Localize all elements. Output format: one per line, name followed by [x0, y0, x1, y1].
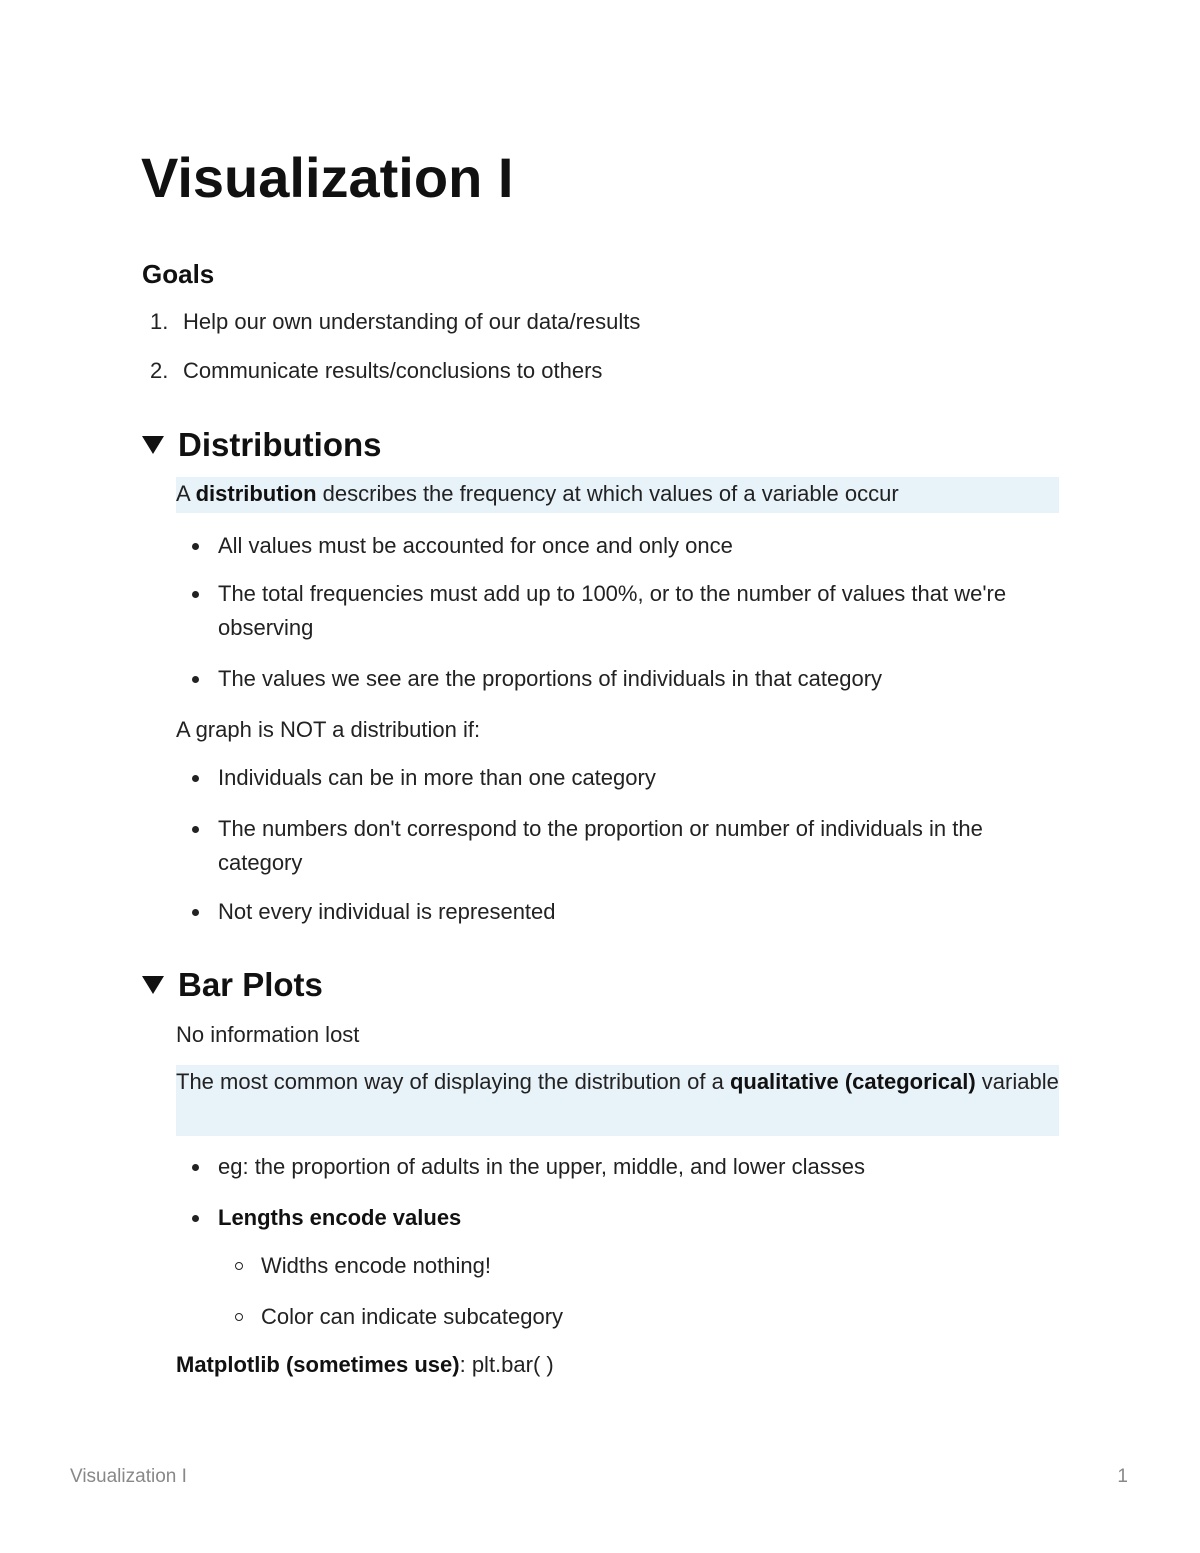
list-item [150, 307, 640, 337]
list-item: The values we see are the proportions of individuals in that category [218, 662, 1058, 696]
matplotlib-note [176, 1348, 554, 1382]
bar-plots-heading: Bar Plots [178, 966, 323, 1003]
toggle-distributions[interactable] [141, 424, 382, 466]
callout-bold-term: qualitative (categorical) [729, 1069, 976, 1094]
page-title: Visualization I [141, 146, 514, 209]
callout-text: variable [975, 1069, 1059, 1094]
not-distribution-intro: A graph is NOT a distribution if: [176, 717, 481, 742]
callout-text: describes the frequency at which values of a variable occur [316, 481, 899, 506]
callout-text: A [176, 481, 196, 506]
list-item: Not every individual is represented [218, 895, 1058, 929]
triangle-down-icon[interactable] [141, 434, 165, 456]
list-item [150, 356, 602, 386]
callout-text: The most common way of displaying the distribution of a [176, 1069, 730, 1094]
list-item: The total frequencies must add up to 100%, or to the number of values that we're observing [218, 577, 1058, 645]
toggle-bar-plots[interactable] [141, 964, 323, 1006]
footer-title: Visualization I [70, 1466, 187, 1487]
list-item: All values must be accounted for once and only once [218, 529, 1058, 563]
list-number: 2. [150, 358, 169, 383]
list-item: eg: the proportion of adults in the upper, middle, and lower classes [218, 1150, 1058, 1184]
page-number: 1 [1117, 1466, 1128, 1487]
goals-heading: Goals [142, 259, 215, 289]
sub-list-item: Widths encode nothing! [261, 1249, 1061, 1283]
triangle-down-icon[interactable] [141, 974, 165, 996]
bold-text: Matplotlib (sometimes use) [176, 1352, 460, 1377]
bar-plots-callout [176, 1065, 1059, 1136]
callout-bold-term: distribution [195, 481, 317, 506]
definition-callout [176, 477, 1059, 513]
code-text: : plt.bar( ) [459, 1352, 554, 1377]
list-item-text: Help our own understanding of our data/results [183, 309, 641, 334]
list-item [218, 1201, 1058, 1235]
sub-list-item: Color can indicate subcategory [261, 1300, 1061, 1334]
list-item-text: Communicate results/conclusions to others [183, 358, 603, 383]
distributions-heading: Distributions [178, 426, 382, 463]
list-number: 1. [150, 309, 169, 334]
bold-text: Lengths encode values [218, 1205, 462, 1230]
bar-plots-intro: No information lost [176, 1022, 360, 1047]
list-item: Individuals can be in more than one category [218, 761, 1058, 795]
list-item: The numbers don't correspond to the proportion or number of individuals in the category [218, 812, 1058, 880]
